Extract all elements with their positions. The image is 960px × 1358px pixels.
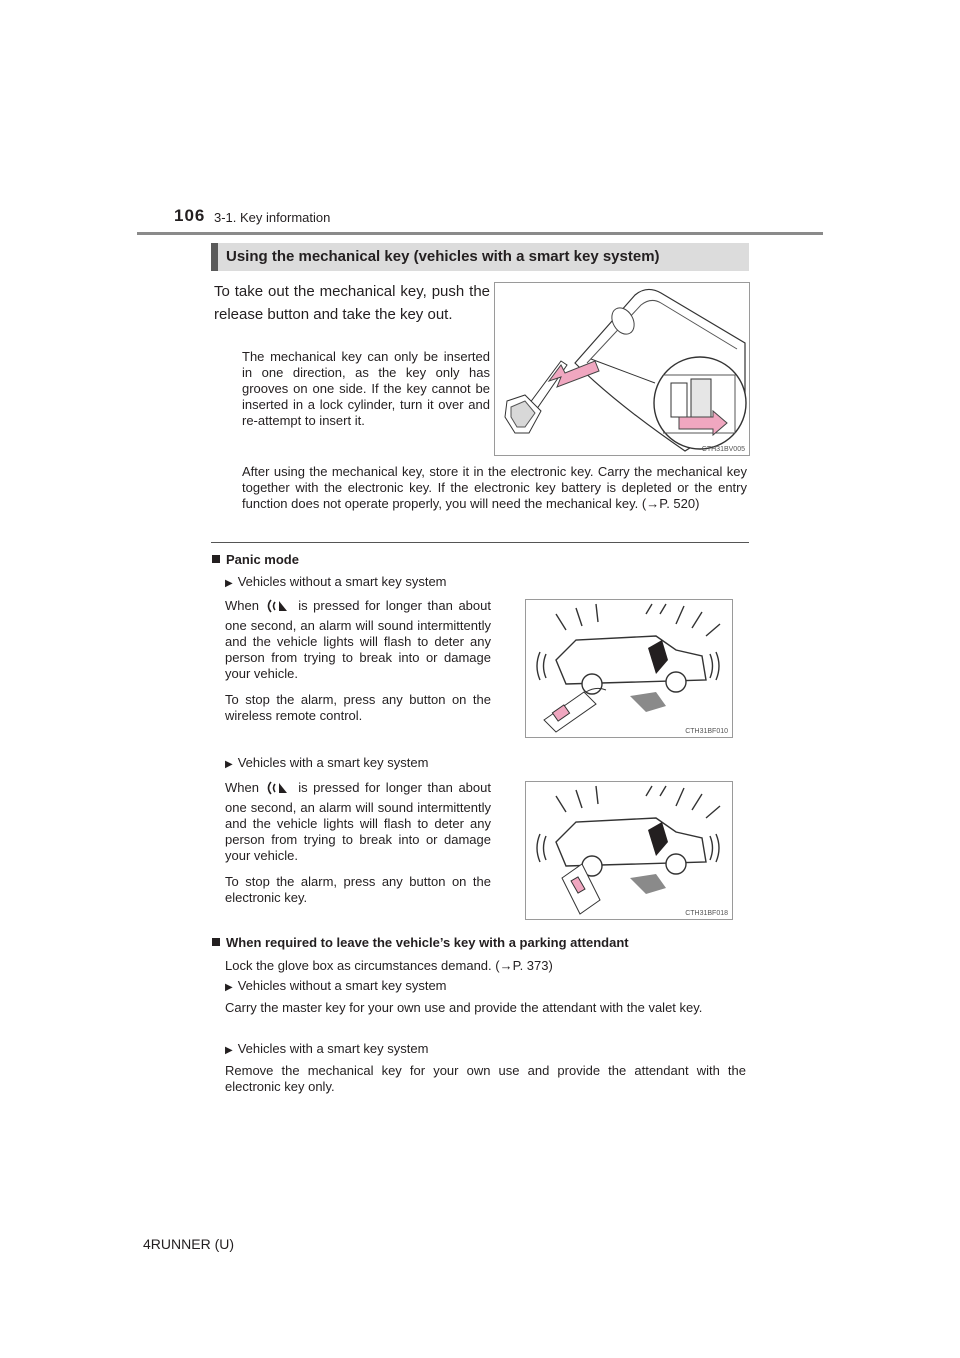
section-heading-accent [211, 243, 218, 271]
parking-with-smart-text: Remove the mechanical key for your own use and provide the attendant with the electronic key only. [225, 1063, 746, 1094]
panic-alarm-illustration [526, 782, 732, 919]
figure-code: CTH31BF010 [685, 728, 728, 735]
square-bullet-icon [212, 938, 220, 946]
panic-button-icon [265, 780, 293, 800]
triangle-bullet-icon: ▶ [225, 759, 233, 770]
panic-with-smart-figure [525, 781, 733, 920]
parking-heading: When required to leave the vehicle’s key with a parking attendant [212, 935, 629, 950]
panic-without-smart-label: ▶ Vehicles without a smart key system [225, 574, 447, 589]
parking-intro: Lock the glove box as circumstances demand. (→P. 373) [225, 958, 553, 973]
section-title: 3-1. Key information [214, 210, 331, 225]
square-bullet-icon [212, 555, 220, 563]
section-divider [211, 542, 749, 543]
page-number: 106 [174, 206, 206, 225]
section-heading: Using the mechanical key (vehicles with a smart key system) [226, 248, 660, 265]
figure-code: CTH31BF018 [685, 910, 728, 917]
mechanical-key-figure [494, 282, 750, 456]
panic-with-smart-stop: To stop the alarm, press any button on the electronic key. [225, 874, 491, 905]
figure-code: CTH31BV005 [701, 446, 745, 453]
triangle-bullet-icon: ▶ [225, 578, 233, 589]
panic-without-smart-stop: To stop the alarm, press any button on the wireless remote control. [225, 692, 491, 723]
header-rule [137, 232, 823, 235]
triangle-bullet-icon: ▶ [225, 982, 233, 993]
panic-button-icon [265, 598, 293, 618]
section-heading-bar [211, 243, 749, 271]
triangle-bullet-icon: ▶ [225, 1045, 233, 1056]
mechanical-key-illustration [495, 283, 749, 455]
mechanical-key-instruction: To take out the mechanical key, push the release button and take the key out. [214, 283, 490, 323]
panic-alarm-illustration [526, 600, 732, 737]
panic-with-smart-label: ▶ Vehicles with a smart key system [225, 755, 429, 770]
mechanical-key-storage-note: After using the mechanical key, store it in the electronic key. Carry the mechanical key together with the electronic key. If the electronic key battery is depleted or the entry function does not operate properly, you will need the mechanical key. (→P. 520) [242, 464, 747, 511]
parking-with-smart-label: ▶ Vehicles with a smart key system [225, 1041, 429, 1056]
parking-without-smart-text: Carry the master key for your own use and provide the attendant with the valet key. [225, 1000, 703, 1015]
panic-with-smart-text: When is pressed for longer than about one second, an alarm will sound intermittently and the vehicle lights will flash to deter any person from trying to break into or damage your vehicle. [225, 780, 491, 863]
panic-without-smart-figure [525, 599, 733, 738]
parking-without-smart-label: ▶ Vehicles without a smart key system [225, 978, 447, 993]
mechanical-key-note: The mechanical key can only be inserted in one direction, as the key only has grooves on one side. If the key cannot be inserted in a lock cylinder, turn it over and re-attempt to insert it. [242, 349, 490, 428]
footer-model: 4RUNNER (U) [143, 1236, 234, 1252]
panic-mode-heading: Panic mode [212, 552, 299, 567]
panic-without-smart-text: When is pressed for longer than about one second, an alarm will sound intermittently and the vehicle lights will flash to deter any person from trying to break into or damage your vehicle. [225, 598, 491, 681]
